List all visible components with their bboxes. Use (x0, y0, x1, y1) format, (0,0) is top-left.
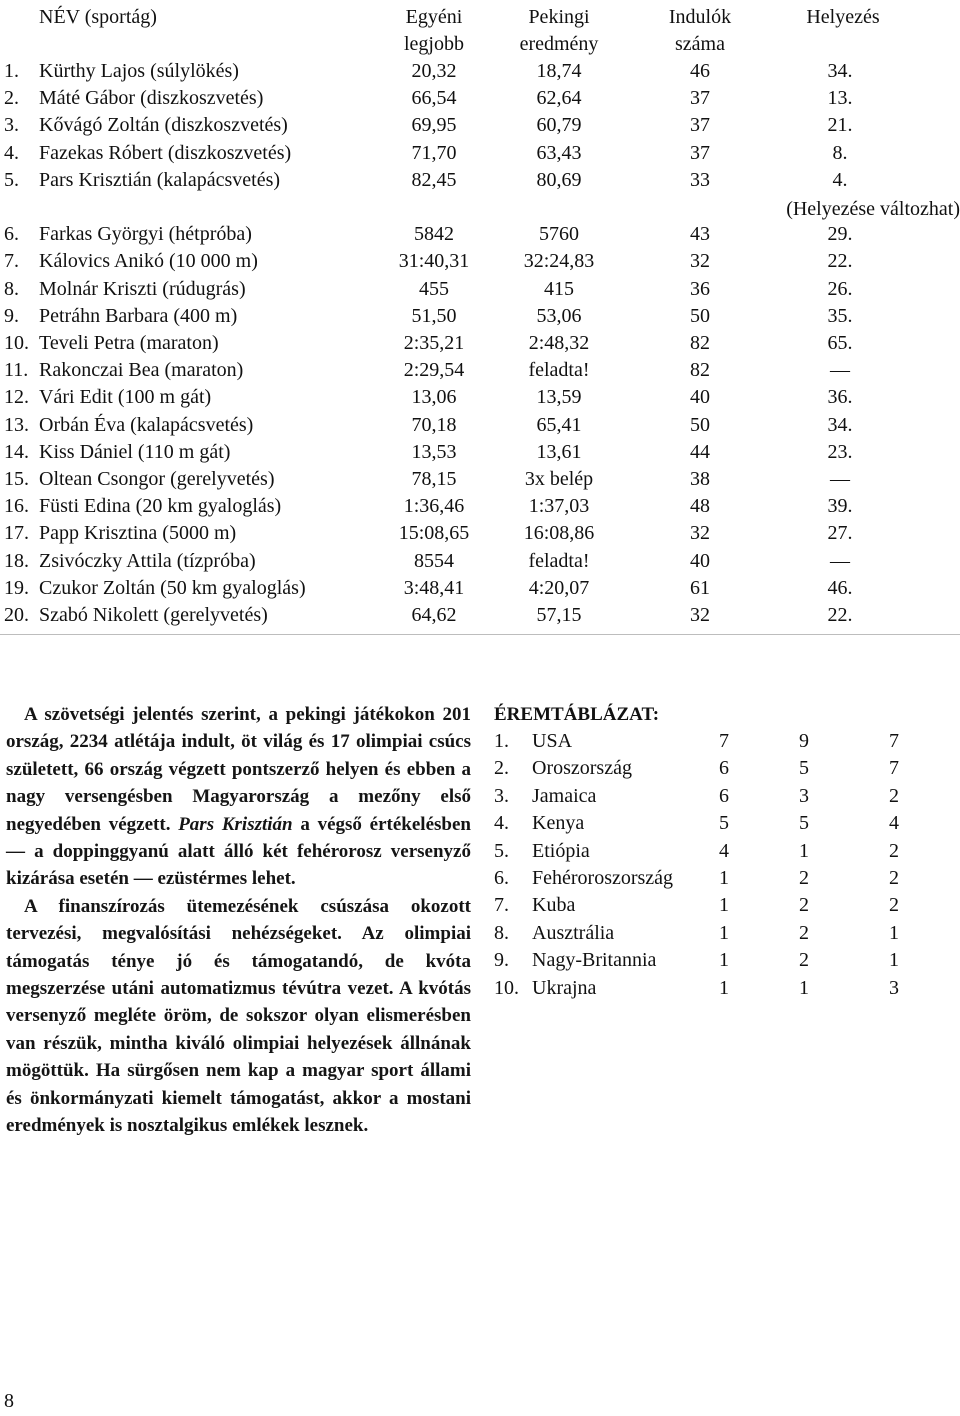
medal-rank: 2. (494, 757, 509, 780)
medal-row (494, 838, 934, 865)
cell-personal-best: 2:35,21 (403, 332, 465, 354)
cell-number: 6. (4, 223, 19, 246)
cell-entrants: 40 (690, 386, 710, 409)
header-pb-line1: Egyéni (405, 6, 463, 28)
cell-beijing-result: 65,41 (536, 413, 582, 436)
table-row (0, 140, 960, 167)
medal-rank: 9. (494, 949, 509, 972)
table-row (0, 276, 960, 303)
medal-country: Etiópia (532, 839, 590, 862)
page-number: 8 (4, 1390, 14, 1412)
cell-number: 3. (4, 114, 19, 137)
table-row (0, 330, 960, 357)
cell-entrants: 32 (690, 604, 710, 626)
cell-number: 20. (4, 604, 29, 626)
cell-placement: 65. (827, 332, 853, 354)
cell-athlete: Pars Krisztián (kalapácsvetés) (39, 168, 281, 191)
medal-bronze: 2 (889, 784, 899, 807)
cell-entrants: 46 (690, 60, 710, 82)
cell-entrants: 50 (690, 304, 710, 327)
medal-row (494, 728, 934, 755)
medal-row (494, 892, 934, 919)
cell-placement: 29. (827, 223, 853, 246)
cell-personal-best: 64,62 (411, 604, 457, 626)
medal-gold: 1 (719, 866, 729, 889)
cell-personal-best: 51,50 (411, 304, 457, 327)
table-row (0, 575, 960, 602)
cell-beijing-result: 13,59 (536, 386, 582, 409)
table-row (0, 439, 960, 466)
medal-silver: 1 (799, 839, 809, 862)
cell-athlete: Teveli Petra (maraton) (39, 332, 219, 354)
cell-personal-best: 13,53 (411, 440, 457, 463)
cell-number: 11. (4, 359, 29, 382)
cell-personal-best: 71,70 (411, 141, 457, 164)
cell-athlete: Rakonczai Bea (maraton) (39, 359, 244, 382)
cell-personal-best: 2:29,54 (403, 359, 465, 382)
cell-personal-best: 31:40,31 (398, 250, 470, 273)
cell-personal-best: 8554 (414, 549, 454, 572)
medal-gold: 1 (719, 894, 729, 917)
cell-beijing-result: 5760 (539, 223, 579, 246)
cell-number: 12. (4, 386, 29, 409)
medal-gold: 4 (719, 839, 729, 862)
cell-personal-best: 13,06 (411, 386, 457, 409)
cell-athlete: Kálovics Anikó (10 000 m) (39, 250, 258, 273)
cell-athlete: Oltean Csongor (gerelyvetés) (39, 468, 275, 490)
medal-rank: 5. (494, 839, 509, 862)
table-row (0, 548, 960, 575)
cell-entrants: 33 (690, 168, 710, 191)
cell-beijing-result: 18,74 (536, 60, 582, 82)
cell-entrants: 37 (690, 87, 710, 110)
header-ind-line2: száma (675, 33, 725, 55)
medal-country: Kenya (532, 812, 585, 835)
medal-rank: 10. (494, 976, 519, 999)
medal-country: Jamaica (532, 784, 597, 807)
cell-number: 14. (4, 440, 29, 463)
medal-silver: 2 (799, 894, 809, 917)
cell-personal-best: 3:48,41 (403, 576, 465, 599)
header-bj-line1: Pekingi (528, 6, 590, 28)
cell-number: 2. (4, 87, 19, 110)
cell-beijing-result: 57,15 (536, 604, 582, 626)
medal-bronze: 3 (889, 976, 899, 999)
medal-bronze: 2 (889, 866, 899, 889)
medal-country: Nagy-Britannia (532, 949, 657, 972)
medal-country: USA (532, 730, 573, 752)
cell-number: 4. (4, 141, 19, 164)
medal-row (494, 810, 934, 837)
table-row (0, 520, 960, 547)
cell-entrants: 37 (690, 114, 710, 137)
cell-beijing-result: 415 (544, 277, 574, 300)
header-beijing-result (505, 4, 613, 58)
cell-placement: 22. (827, 604, 853, 626)
medal-row (494, 865, 934, 892)
cell-placement: 46. (827, 576, 853, 599)
table-row (0, 221, 960, 248)
cell-beijing-result: 63,43 (536, 141, 582, 164)
medal-silver: 5 (799, 812, 809, 835)
cell-placement: 23. (827, 440, 853, 463)
cell-placement: 39. (827, 495, 853, 518)
medal-silver: 5 (799, 757, 809, 780)
table-row (0, 493, 960, 520)
cell-placement: 8. (832, 141, 848, 164)
cell-number: 9. (4, 304, 19, 327)
medal-bronze: 1 (889, 949, 899, 972)
medal-silver: 2 (799, 921, 809, 944)
cell-personal-best: 5842 (414, 223, 454, 246)
cell-number: 15. (4, 468, 29, 490)
cell-beijing-result: 32:24,83 (523, 250, 595, 273)
cell-placement: — (830, 359, 850, 382)
header-entrants (654, 4, 746, 58)
cell-personal-best: 78,15 (411, 468, 457, 490)
cell-athlete: Farkas Györgyi (hétpróba) (39, 223, 252, 246)
medal-country: Ausztrália (532, 921, 615, 944)
medal-bronze: 4 (889, 812, 899, 835)
cell-number: 16. (4, 495, 29, 518)
medal-rank: 8. (494, 921, 509, 944)
cell-beijing-result: feladta! (528, 549, 590, 572)
cell-beijing-result: 3x belép (524, 468, 594, 490)
cell-number: 5. (4, 168, 19, 191)
medal-gold: 5 (719, 812, 729, 835)
cell-beijing-result: 16:08,86 (523, 522, 595, 545)
cell-number: 13. (4, 413, 29, 436)
cell-placement: 27. (827, 522, 853, 545)
medal-country: Fehéroroszország (532, 866, 674, 889)
cell-personal-best: 20,32 (411, 60, 457, 82)
header-placement: Helyezés (806, 6, 880, 28)
cell-entrants: 36 (690, 277, 710, 300)
cell-entrants: 50 (690, 413, 710, 436)
cell-beijing-result: feladta! (528, 359, 590, 382)
cell-beijing-result: 62,64 (536, 87, 582, 110)
cell-entrants: 32 (690, 522, 710, 545)
cell-beijing-result: 53,06 (536, 304, 582, 327)
cell-placement: — (830, 468, 850, 490)
table-row (0, 167, 960, 194)
medal-rows (494, 728, 934, 1002)
header-bj-line2: eredmény (519, 33, 599, 55)
cell-athlete: Molnár Kriszti (rúdugrás) (39, 277, 246, 300)
cell-personal-best: 66,54 (411, 87, 457, 110)
medal-gold: 7 (719, 730, 729, 752)
cell-athlete: Máté Gábor (diszkoszvetés) (39, 87, 264, 110)
cell-athlete: Kiss Dániel (110 m gát) (39, 440, 231, 463)
table-row (0, 303, 960, 330)
cell-entrants: 82 (690, 359, 710, 382)
cell-placement: 26. (827, 277, 853, 300)
cell-beijing-result: 2:48,32 (528, 332, 590, 354)
table-row (0, 357, 960, 384)
header-personal-best (384, 4, 484, 58)
cell-athlete: Petráhn Barbara (400 m) (39, 304, 238, 327)
cell-entrants: 38 (690, 468, 710, 490)
cell-beijing-result: 60,79 (536, 114, 582, 137)
medal-silver: 2 (799, 949, 809, 972)
medal-silver: 9 (799, 730, 809, 752)
cell-entrants: 61 (690, 576, 710, 599)
medal-bronze: 1 (889, 921, 899, 944)
medal-rank: 6. (494, 866, 509, 889)
medal-gold: 1 (719, 949, 729, 972)
medal-country: Kuba (532, 894, 576, 917)
placement-note: (Helyezése változhat) (786, 198, 960, 220)
medal-bronze: 2 (889, 894, 899, 917)
medal-row (494, 755, 934, 782)
cell-placement: 13. (827, 87, 853, 110)
cell-placement: 4. (832, 168, 848, 191)
cell-placement: 36. (827, 386, 853, 409)
medal-silver: 1 (799, 976, 809, 999)
medal-gold: 6 (719, 757, 729, 780)
cell-placement: 34. (827, 413, 853, 436)
medal-rank: 7. (494, 894, 509, 917)
cell-athlete: Zsivóczky Attila (tízpróba) (39, 549, 256, 572)
cell-athlete: Czukor Zoltán (50 km gyaloglás) (39, 576, 306, 599)
table-row (0, 112, 960, 139)
medal-row (494, 920, 934, 947)
medal-silver: 3 (799, 784, 809, 807)
cell-personal-best: 82,45 (411, 168, 457, 191)
cell-placement: — (830, 549, 850, 572)
cell-personal-best: 69,95 (411, 114, 457, 137)
cell-personal-best: 15:08,65 (398, 522, 470, 545)
medal-country: Ukrajna (532, 976, 597, 999)
table-row (0, 58, 960, 85)
cell-number: 19. (4, 576, 29, 599)
cell-placement: 35. (827, 304, 853, 327)
table-row (0, 466, 960, 493)
cell-placement: 21. (827, 114, 853, 137)
table-row (0, 248, 960, 275)
cell-entrants: 37 (690, 141, 710, 164)
medal-table (494, 701, 934, 1002)
cell-number: 1. (4, 60, 19, 82)
results-table (0, 0, 960, 635)
cell-athlete: Kővágó Zoltán (diszkoszvetés) (39, 114, 288, 137)
article-p1-start: A szövetségi jelentés szerint, a pekingi játékokon 201 ország, 2234 atlétája indult, öt világ és 17 olimpiai csúcs született, 66 ország végzett pontszerző helyen és ebben a nagy versengésben Magyarország a mezőny első negyedében végzett. (6, 704, 471, 835)
cell-placement: 22. (827, 250, 853, 273)
cell-number: 17. (4, 522, 29, 545)
article-paragraph-1 (6, 701, 471, 893)
header-pb-line2: legjobb (404, 33, 464, 55)
medal-gold: 1 (719, 921, 729, 944)
medal-bronze: 7 (889, 730, 899, 752)
cell-personal-best: 70,18 (411, 413, 457, 436)
medal-silver: 2 (799, 866, 809, 889)
results-table-header (0, 4, 960, 60)
medal-gold: 6 (719, 784, 729, 807)
cell-beijing-result: 4:20,07 (528, 576, 590, 599)
article-p1-end: a végső értékelésben — a doppinggyanú alatt álló két fehérorosz versenyző kizárása esetén — ezüstérmes lehet. (6, 813, 471, 890)
medal-row (494, 947, 934, 974)
cell-athlete: Fazekas Róbert (diszkoszvetés) (39, 141, 292, 164)
cell-athlete: Papp Krisztina (5000 m) (39, 522, 237, 545)
table-row (0, 412, 960, 439)
medal-row (494, 783, 934, 810)
table-row (0, 602, 960, 629)
cell-beijing-result: 1:37,03 (528, 495, 590, 518)
cell-athlete: Szabó Nikolett (gerelyvetés) (39, 604, 268, 626)
medal-rank: 1. (494, 730, 509, 752)
cell-athlete: Orbán Éva (kalapácsvetés) (39, 413, 254, 436)
table-row (0, 384, 960, 411)
cell-number: 10. (4, 332, 29, 354)
medal-bronze: 2 (889, 839, 899, 862)
article-text (6, 701, 471, 1140)
header-ind-line1: Indulók (668, 6, 732, 28)
cell-beijing-result: 13,61 (536, 440, 582, 463)
article-p1-italic-name: Pars Krisztián (178, 813, 293, 835)
medal-row (494, 975, 934, 1002)
cell-entrants: 40 (690, 549, 710, 572)
cell-placement: 34. (827, 60, 853, 82)
medal-country: Oroszország (532, 757, 632, 780)
medal-table-title: ÉREMTÁBLÁZAT: (494, 704, 660, 725)
cell-personal-best: 1:36,46 (403, 495, 465, 518)
cell-entrants: 48 (690, 495, 710, 518)
cell-beijing-result: 80,69 (536, 168, 582, 191)
cell-number: 18. (4, 549, 29, 572)
medal-bronze: 7 (889, 757, 899, 780)
cell-entrants: 82 (690, 332, 710, 354)
cell-number: 7. (4, 250, 19, 273)
cell-entrants: 32 (690, 250, 710, 273)
header-name: NÉV (sportág) (39, 6, 157, 28)
medal-gold: 1 (719, 976, 729, 999)
table-row (0, 85, 960, 112)
cell-athlete: Kürthy Lajos (súlylökés) (39, 60, 239, 82)
medal-rank: 4. (494, 812, 509, 835)
article-paragraph-2: A finanszírozás ütemezésének csúszása okozott tervezési, megvalósítási nehézségeket. Az olimpiai támogatás ténye jó és támogatandó, de kvóta megszerzése utáni automatizmus tévútra vezet. A kvótás versenyző megléte öröm, de sokszor olyan elismerésben van részük, mintha kiváló olimpiai helyezések állnának mögöttük. Ha sürgősen nem kap a magyar sport állami és önkormányzati kiemelt támogatást, akkor a mostani eredmények is nosztalgikus emlékek lesznek. (6, 895, 471, 1137)
cell-entrants: 44 (690, 440, 710, 463)
cell-athlete: Vári Edit (100 m gát) (39, 386, 212, 409)
cell-entrants: 43 (690, 223, 710, 246)
medal-rank: 3. (494, 784, 509, 807)
cell-athlete: Füsti Edina (20 km gyaloglás) (39, 495, 282, 518)
cell-personal-best: 455 (419, 277, 449, 300)
cell-number: 8. (4, 277, 19, 300)
